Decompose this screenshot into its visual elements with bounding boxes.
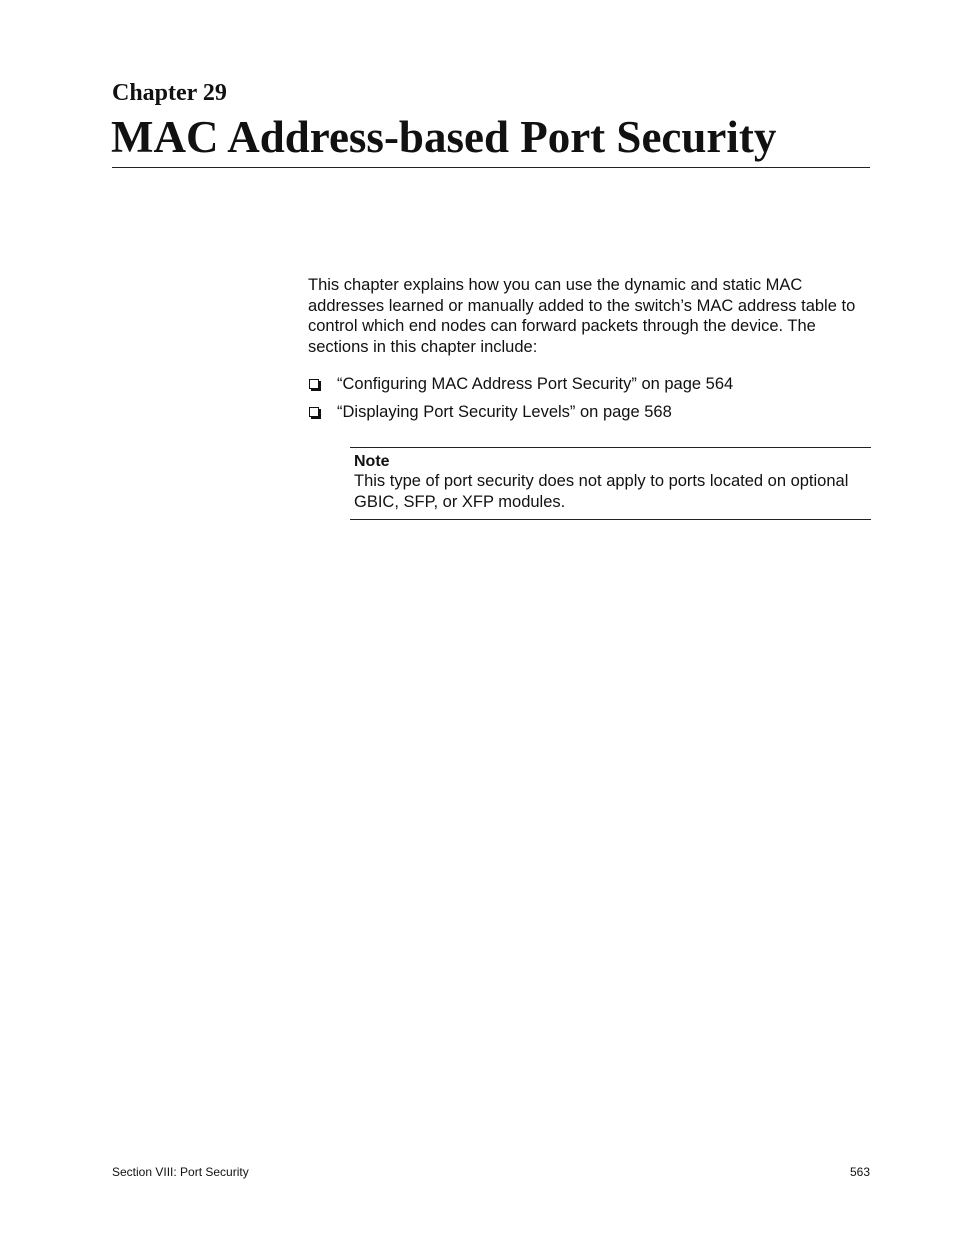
checkbox-bullet-icon [309, 379, 319, 389]
title-divider [112, 167, 870, 168]
section-list-item[interactable] [308, 402, 870, 430]
section-link-configuring[interactable]: “Configuring MAC Address Port Security” on page 564 [337, 375, 734, 393]
section-link-displaying[interactable]: “Displaying Port Security Levels” on page 568 [337, 403, 672, 421]
note-heading: Note [354, 453, 390, 470]
footer-page-number: 563 [849, 1165, 870, 1179]
note-body: This type of port security does not apply to ports located on optional GBIC, SFP, or XFP modules. [354, 472, 849, 511]
checkbox-bullet-icon [309, 407, 319, 417]
footer-section-label: Section VIII: Port Security [112, 1165, 249, 1179]
note-box [350, 447, 871, 520]
chapter-title: MAC Address-based Port Security [111, 112, 777, 162]
chapter-label: Chapter 29 [112, 80, 227, 106]
section-list [308, 374, 870, 430]
intro-paragraph: This chapter explains how you can use the dynamic and static MAC addresses learned or manually added to the switch’s MAC address table to control which end nodes can forward packets through the device. The sections in this chapter include: [308, 276, 856, 356]
section-list-item[interactable] [308, 374, 870, 402]
